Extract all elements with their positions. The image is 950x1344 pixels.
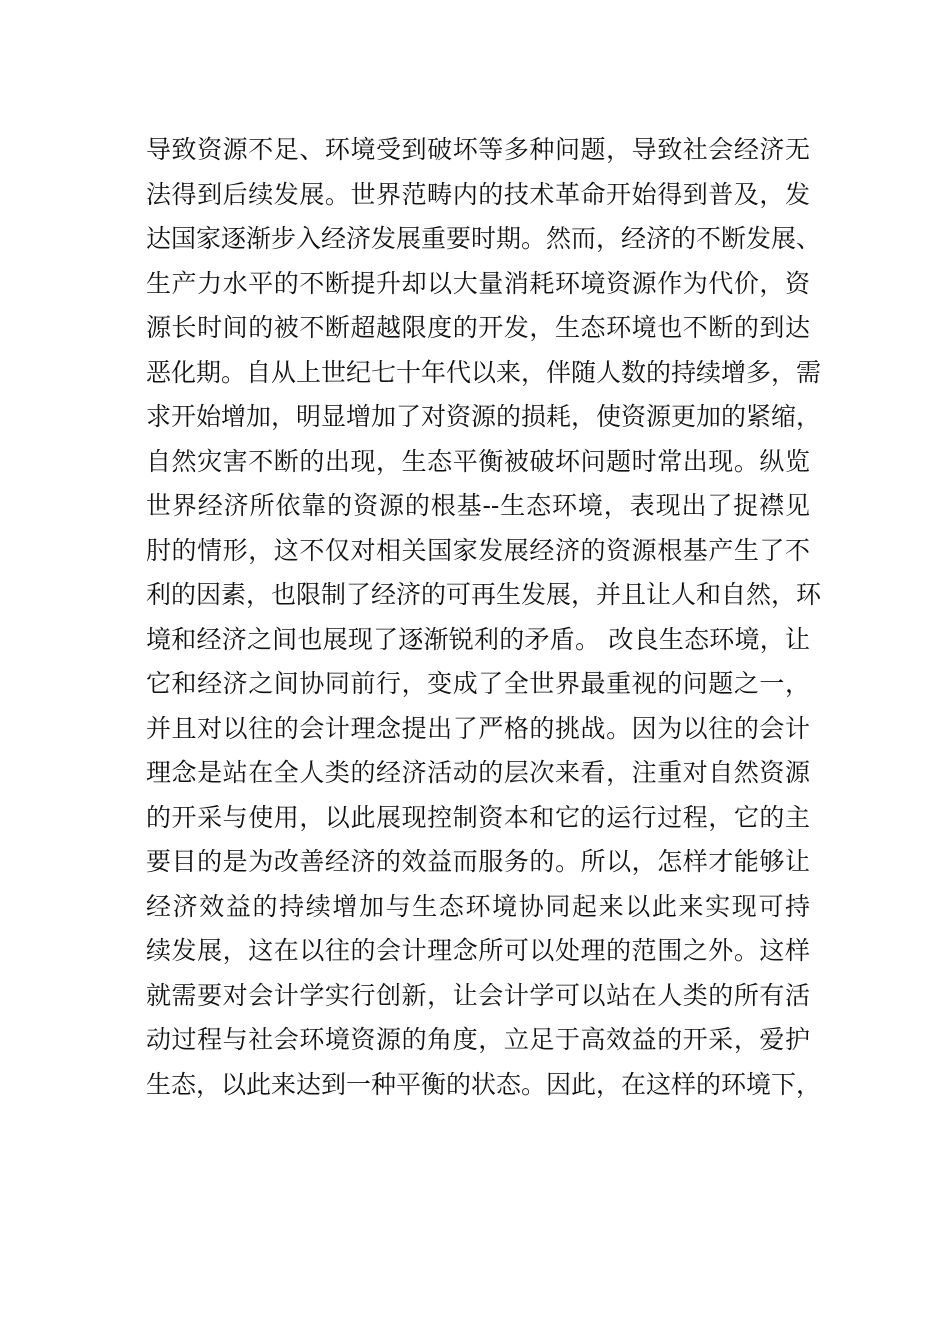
text-line-7: 求开始增加，明显增加了对资源的损耗，使资源更加的紧缩，: [146, 402, 822, 431]
text-line-2: 法得到后续发展。世界范畴内的技术革命开始得到普及，发: [146, 179, 810, 209]
text-line-22: 生态，以此来达到一种平衡的状态。因此，在这样的环境下，: [146, 1069, 822, 1099]
text-line-5: 源长时间的被不断超越限度的开发，生态环境也不断的到达: [146, 313, 810, 342]
text-line-11: 利的因素，也限制了经济的可再生发展，并且让人和自然，环: [146, 580, 822, 609]
text-line-9: 世界经济所依靠的资源的根基--生态环境，表现出了捉襟见: [146, 491, 810, 520]
text-line-12: 境和经济之间也展现了逐渐锐利的矛盾。 改良生态环境，让: [146, 624, 810, 654]
text-line-4: 生产力水平的不断提升却以大量消耗环境资源作为代价，资: [146, 268, 810, 298]
text-line-1: 导致资源不足、环境受到破坏等多种问题，导致社会经济无: [146, 135, 810, 164]
text-line-10: 肘的情形，这不仅对相关国家发展经济的资源根基产生了不: [146, 535, 810, 565]
text-line-6: 恶化期。自从上世纪七十年代以来，伴随人数的持续增多，需: [146, 357, 822, 387]
text-line-19: 续发展，这在以往的会计理念所可以处理的范围之外。这样: [146, 936, 810, 965]
text-line-15: 理念是站在全人类的经济活动的层次来看，注重对自然资源: [146, 758, 810, 787]
text-line-18: 经济效益的持续增加与生态环境协同起来以此来实现可持: [146, 891, 810, 921]
text-line-17: 要目的是为改善经济的效益而服务的。所以，怎样才能够让: [146, 847, 810, 876]
text-line-8: 自然灾害不断的出现，生态平衡被破坏问题时常出现。纵览: [146, 446, 810, 476]
text-line-16: 的开采与使用，以此展现控制资本和它的运行过程，它的主: [146, 802, 810, 832]
text-line-14: 并且对以往的会计理念提出了严格的挑战。因为以往的会计: [146, 713, 810, 743]
text-line-20: 就需要对会计学实行创新，让会计学可以站在人类的所有活: [146, 980, 810, 1010]
text-line-21: 动过程与社会环境资源的角度，立足于高效益的开采，爱护: [146, 1025, 810, 1054]
text-line-3: 达国家逐渐步入经济发展重要时期。然而，经济的不断发展、: [146, 224, 822, 253]
text-line-13: 它和经济之间协同前行，变成了全世界最重视的问题之一，: [146, 669, 810, 698]
body-paragraph: [146, 128, 822, 1107]
